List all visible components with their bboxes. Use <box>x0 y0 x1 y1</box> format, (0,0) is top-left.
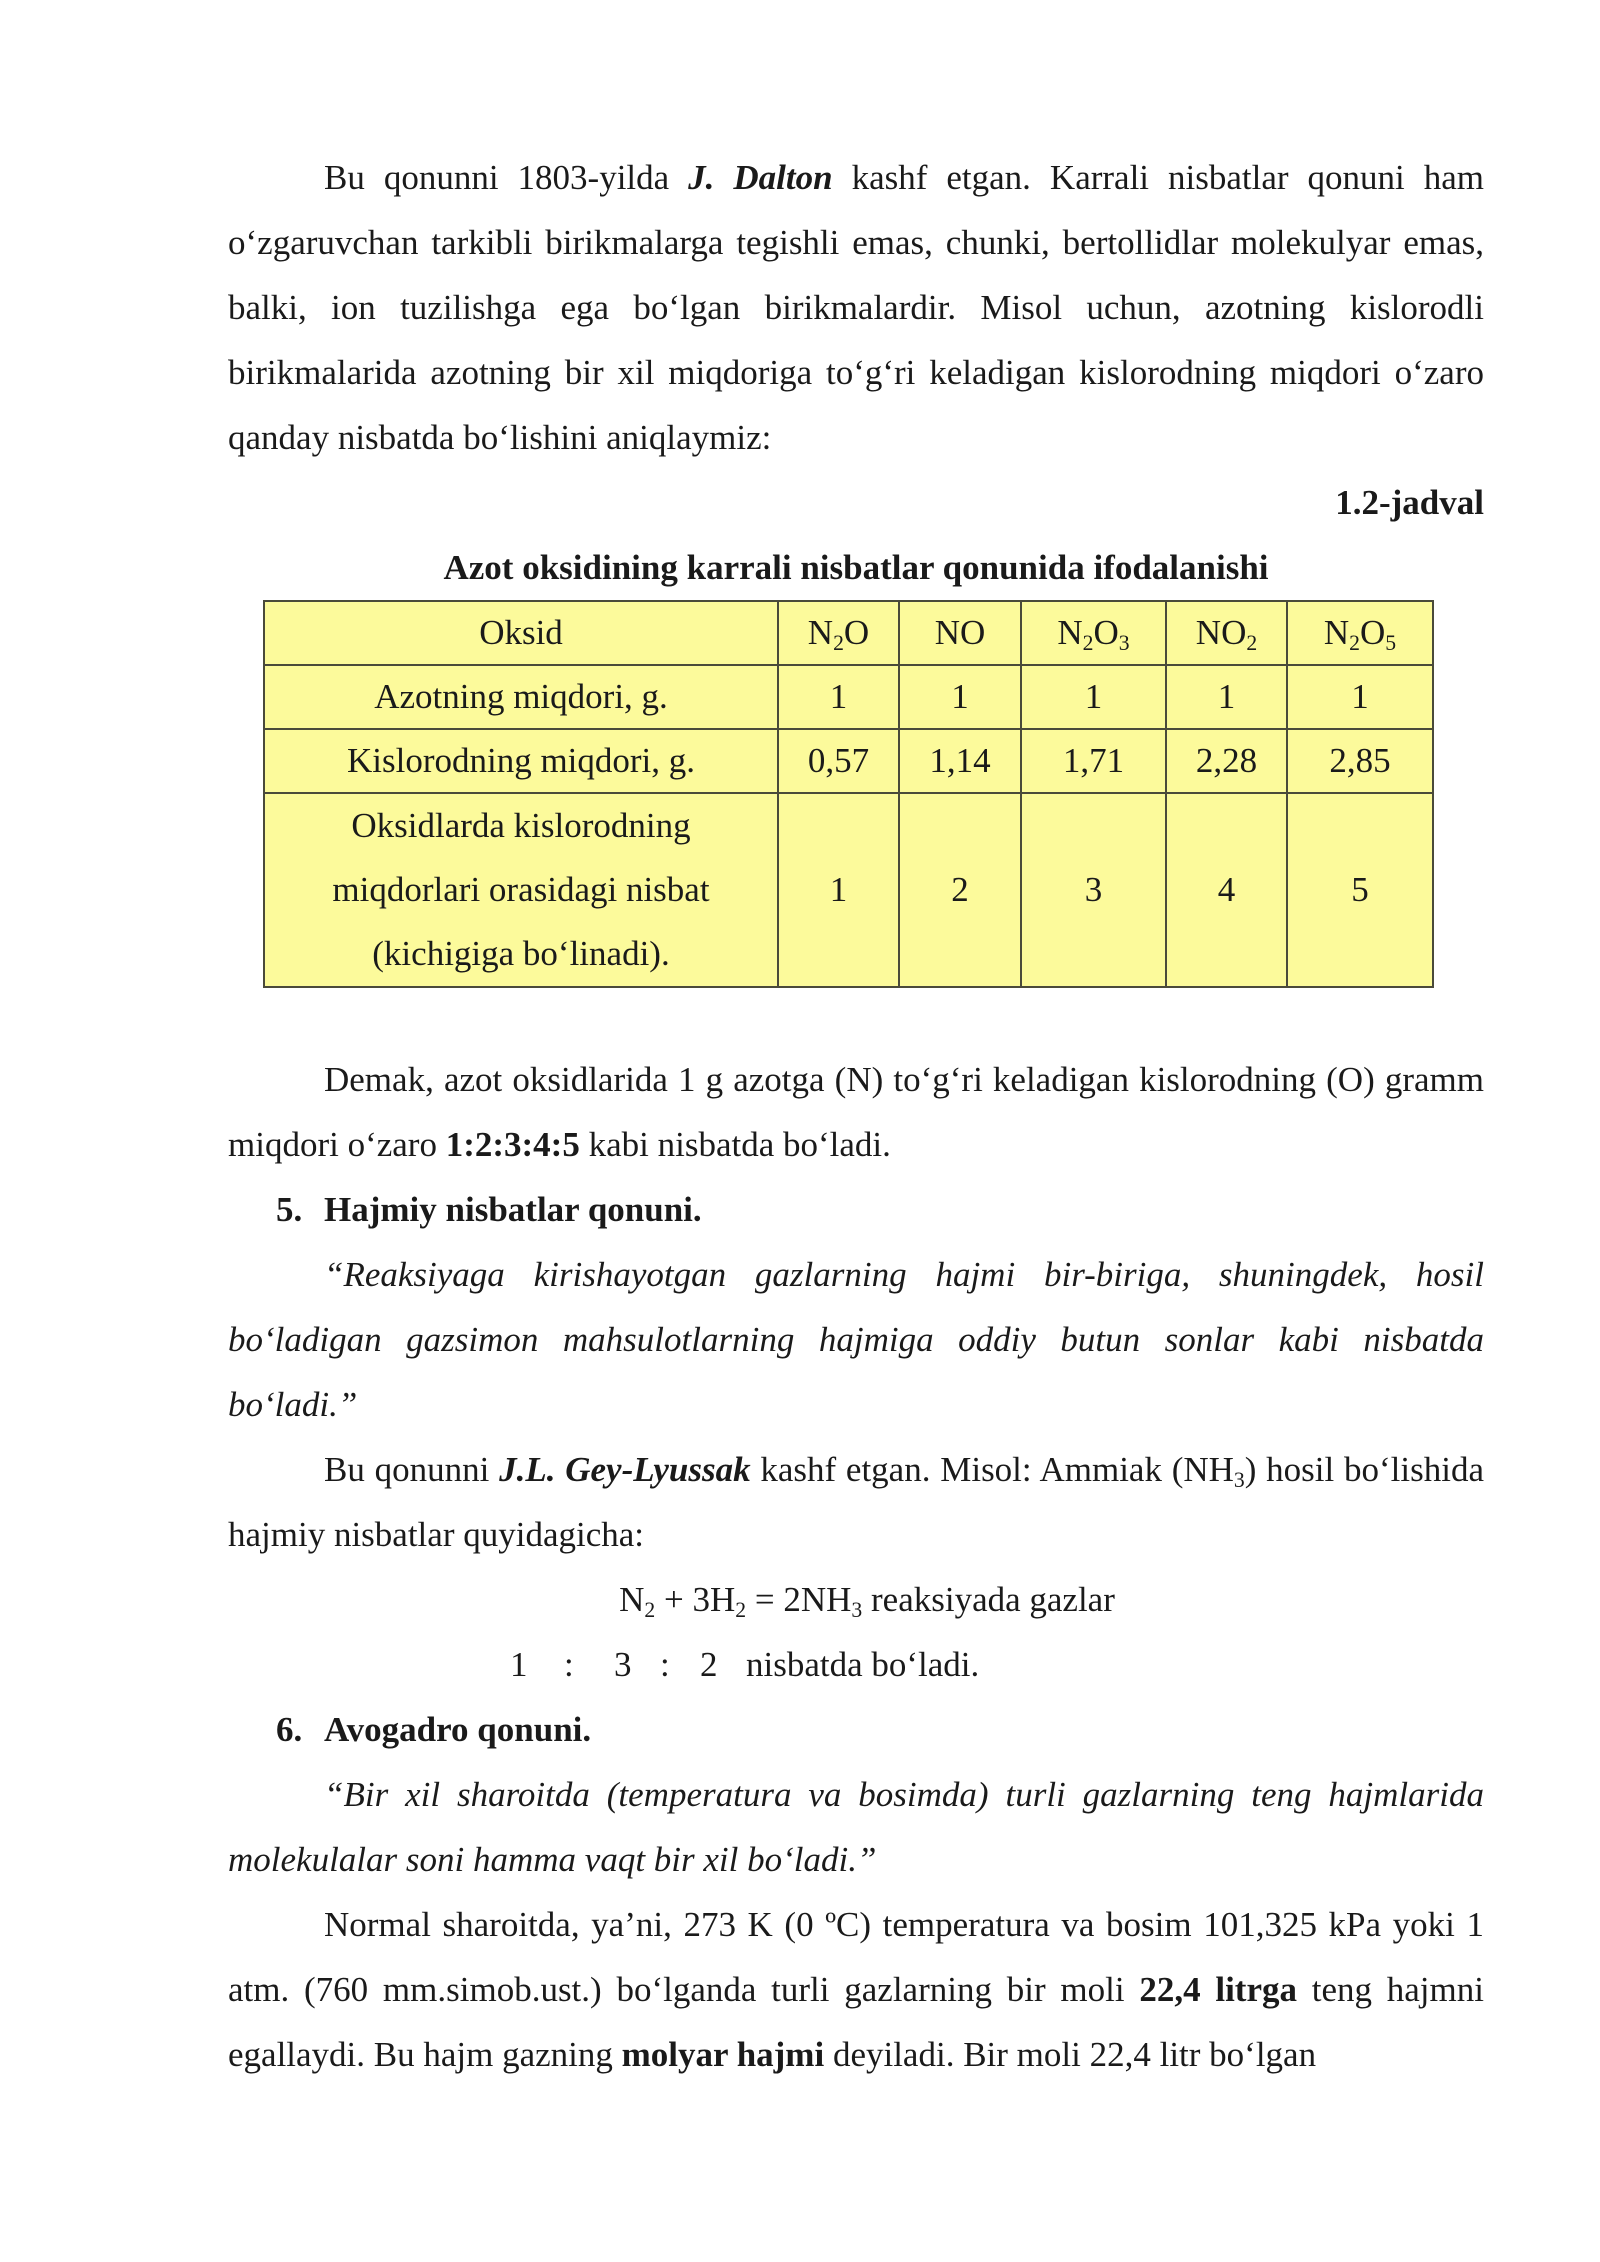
author-dalton: J. Dalton <box>688 158 833 197</box>
table-cell: 1 <box>778 665 899 729</box>
header-label: Oksid <box>264 601 778 665</box>
oxide-n2o5: $N_2O_5$ <box>1287 601 1433 665</box>
author-gay-lussac: J.L. Gey-Lyussak <box>499 1450 751 1489</box>
table-cell: 4 <box>1166 793 1287 987</box>
table-row <box>264 729 1433 793</box>
equation-ammonia: $N_2 + 3H_2 = 2NH_3$ reaksiyada gazlar <box>619 1580 1115 1623</box>
quote-avogadro-law: “Bir xil sharoitda (temperatura va bosimda) turli gazlarning teng hajmlarida molekulalar soni hamma vaqt bir xil boʻladi.” <box>228 1775 1484 1879</box>
table-header-row <box>264 601 1433 665</box>
ratio-value: 1:2:3:4:5 <box>445 1125 580 1164</box>
table-cell: 0,57 <box>778 729 899 793</box>
section-heading-5: 5. Hajmiy nisbatlar qonuni. <box>276 1190 702 1229</box>
table-cell: 2,85 <box>1287 729 1433 793</box>
table-cell: 2 <box>899 793 1021 987</box>
document-page <box>228 145 1484 2087</box>
table-cell: 1 <box>1166 665 1287 729</box>
table-cell: 2,28 <box>1166 729 1287 793</box>
paragraph-dalton: Bu qonunni 1803-yilda J. Dalton kashf etgan. Karrali nisbatlar qonuni ham oʻzgaruvchan tarkibli birikmalarga tegishli emas, chunki, bertollidlar molekulyar emas, balki, ion tuzilishga ega boʻlgan birikmalardir. Misol uchun, azotning kislorodli birikmalarida azotning bir xil miqdoriga toʻgʻri keladigan kislorodning miqdori oʻzaro qanday nisbatda boʻlishini aniqlaymiz: <box>228 158 1484 457</box>
table-cell: 1 <box>899 665 1021 729</box>
equation-ratio: 1 : 3 : 2 nisbatda boʻladi. <box>510 1645 980 1684</box>
table-cell: 1,14 <box>899 729 1021 793</box>
table-cell: 1 <box>778 793 899 987</box>
oxide-table <box>263 600 1434 988</box>
table-cell: 1 <box>1287 665 1433 729</box>
quote-volume-law: “Reaksiyaga kirishayotgan gazlarning hajmi bir-biriga, shuningdek, hosil boʻladigan gazsimon mahsulotlarning hajmiga oddiy butun sonlar kabi nisbatda boʻladi.” <box>228 1255 1484 1424</box>
paragraph-gay-lussac: Bu qonunni J.L. Gey-Lyussak kashf etgan. Misol: Ammiak $(NH_3)$ hosil boʻlishida hajmiy nisbatlar quyidagicha: <box>228 1450 1484 1554</box>
table-cell: 1 <box>1021 665 1166 729</box>
table-cell: 3 <box>1021 793 1166 987</box>
table-row <box>264 665 1433 729</box>
paragraph-conclusion: Demak, azot oksidlarida 1 g azotga (N) toʻgʻri keladigan kislorodning (O) gramm miqdori oʻzaro 1:2:3:4:5 kabi nisbatda boʻladi. <box>228 1060 1484 1164</box>
table-cell: 1,71 <box>1021 729 1166 793</box>
oxide-n2o3: $N_2O_3$ <box>1021 601 1166 665</box>
table-title: Azot oksidining karrali nisbatlar qonunida ifodalanishi <box>443 548 1269 587</box>
paragraph-molar-volume: Normal sharoitda, ya’ni, 273 K (0 ºC) temperatura va bosim 101,325 kPa yoki 1 atm. (760 mm.simob.ust.) boʻlganda turli gazlarning bir moli 22,4 litrga teng hajmni egallaydi. Bu hajm gazning molyar hajmi deyiladi. Bir moli 22,4 litr boʻlgan <box>228 1905 1484 2074</box>
row-label: Azotning miqdori, g. <box>264 665 778 729</box>
section-heading-6: 6. Avogadro qonuni. <box>276 1710 592 1749</box>
table-cell: 5 <box>1287 793 1433 987</box>
row-label: Kislorodning miqdori, g. <box>264 729 778 793</box>
table-row <box>264 793 1433 987</box>
table-number: 1.2-jadval <box>1335 483 1484 522</box>
oxide-n2o: $N_2O$ <box>778 601 899 665</box>
oxide-no2: $NO_2$ <box>1166 601 1287 665</box>
oxide-no: NO <box>899 601 1021 665</box>
row-label: Oksidlarda kislorodning miqdorlari orasidagi nisbat (kichigiga boʻlinadi). <box>264 793 778 987</box>
